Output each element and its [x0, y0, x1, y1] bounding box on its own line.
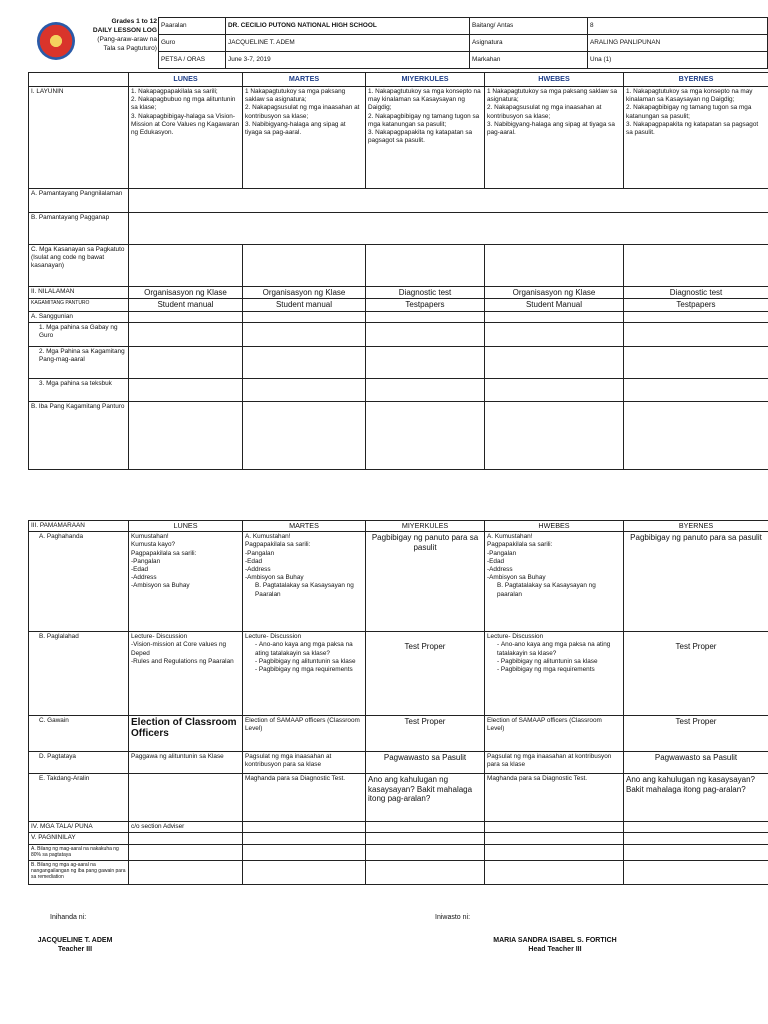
pagninilay-lunes — [129, 833, 243, 844]
tala-lunes: c/o section Adviser — [129, 822, 243, 833]
day-martes: MARTES — [243, 73, 366, 87]
teksbuk-hwebes — [485, 379, 624, 402]
gabay-miyerkules — [366, 323, 485, 347]
pagtataya-hwebes: Pagsulat ng mga inaasahan at kontribusyon para sa klase — [485, 752, 624, 774]
kagamitang-mag-aaral-label: 2. Mga Pahina sa Kagamitang Pang-mag-aaral — [29, 347, 129, 379]
paglalahad-martes-item1-text: Ano-ano kaya ang mga paksa na ating tatalakayin sa klase? — [255, 641, 353, 657]
title-line3: (Pang-araw-araw na — [97, 36, 157, 43]
gabay-martes — [243, 323, 366, 347]
tala-martes — [243, 822, 366, 833]
pagtataya-byernes: Pagwawasto sa Pasulit — [624, 752, 768, 774]
takdang-aralin-miyerkules: Ano ang kahulugan ng kasaysayan? Bakit mahalaga itong pag-aralan? — [366, 774, 485, 822]
gawain-hwebes: Election of SAMAAP officers (Classroom Level) — [485, 716, 624, 752]
iba-miyerkules — [366, 402, 485, 470]
day-byernes: BYERNES — [624, 73, 768, 87]
pagtataya-lunes: Paggawa ng alituntunin sa Klase — [129, 752, 243, 774]
kagamitang-martes — [243, 347, 366, 379]
layunin-hwebes: 1 Nakapagtutukoy sa mga paksang saklaw sa asignatura; 2. Nakapagsusulat ng mga inaasahan at kontribusyon sa klase; 3. Nabibigyang-halaga ang sipag at tiyaga sa pag-aaral. — [485, 87, 624, 189]
title-line2: DAILY LESSON LOG — [92, 27, 157, 34]
pamantayang-pagganap-cell — [129, 213, 768, 245]
layunin-miyerkules: 1. Nakapagtutukoy sa mga konsepto na may kinalaman sa Kasaysayan ng Daigdig; 2. Nakapagbibigay ng tamang tugon sa mga katanungan sa pasulit; 3. Nakapagpapakita ng katapatan sa pagsagot sa pasulit. — [366, 87, 485, 189]
gawain-miyerkules: Test Proper — [366, 716, 485, 752]
layunin-label: I. LAYUNIN — [29, 87, 129, 189]
paglalahad-hwebes-item1: - Ano-ano kaya ang mga paksa na ating tatalakayin sa klase? — [497, 641, 611, 657]
day-lunes: LUNES — [129, 73, 243, 87]
subject-label: Asignatura — [470, 35, 588, 52]
blank-corner — [29, 73, 129, 87]
gawain-byernes: Test Proper — [624, 716, 768, 752]
title-line4: Tala sa Pagtuturo) — [103, 45, 157, 52]
kasanayan-hwebes — [485, 245, 624, 287]
lesson-table-2 — [28, 520, 768, 885]
paglalahad-lunes: Lecture- Discussion -Vision-mission at Core values ng Deped -Rules and Regulations ng Paaralan — [129, 632, 243, 716]
kasanayan-lunes — [129, 245, 243, 287]
paghahanda-miyerkules: Pagbibigay ng panuto para sa pasulit — [366, 532, 485, 632]
school-value: DR. CECILIO PUTONG NATIONAL HIGH SCHOOL — [226, 18, 470, 35]
iba-byernes — [624, 402, 768, 470]
paglalahad-hwebes-item3: - Pagbibigay ng mga requirements — [497, 666, 595, 674]
paghahanda-label: A. Paghahanda — [29, 532, 129, 632]
gawain-lunes: Election of Classroom Officers — [129, 716, 243, 752]
pn-a-hwebes — [485, 844, 624, 860]
takdang-aralin-byernes: Ano ang kahulugan ng kasaysayan? Bakit mahalaga itong pag-aralan? — [624, 774, 768, 822]
gabay-lunes — [129, 323, 243, 347]
teksbuk-label: 3. Mga pahina sa teksbuk — [29, 379, 129, 402]
kagamitan-hwebes: Student Manual — [485, 299, 624, 311]
kagamitang-miyerkules — [366, 347, 485, 379]
checked-name: MARIA SANDRA ISABEL S. FORTICH — [493, 937, 617, 944]
tala-miyerkules — [366, 822, 485, 833]
nilalaman-miyerkules: Diagnostic test — [366, 287, 485, 299]
checked-title: Head Teacher III — [528, 946, 582, 953]
paglalahad-label: B. Paglalahad — [29, 632, 129, 716]
iba-martes — [243, 402, 366, 470]
tala-byernes — [624, 822, 768, 833]
paglalahad-martes-item3-text: Pagbibigay ng mga requirements — [258, 666, 353, 674]
takdang-aralin-hwebes: Maghanda para sa Diagnostic Test. — [485, 774, 624, 822]
day2-hwebes: HWEBES — [485, 521, 624, 532]
pagninilay-byernes — [624, 833, 768, 844]
sanggunian-label: A. Sanggunian — [29, 311, 129, 322]
teksbuk-byernes — [624, 379, 768, 402]
iba-pang-kagamitan-label: B. Iba Pang Kagamitang Panturo — [29, 402, 129, 470]
teksbuk-martes — [243, 379, 366, 402]
kagamitan-martes: Student manual — [243, 299, 366, 311]
iba-lunes — [129, 402, 243, 470]
teacher-label: Guro — [159, 35, 226, 52]
title-line1: Grades 1 to 12 — [111, 18, 157, 25]
layunin-lunes: 1. Nakapagpapakilala sa sarili; 2. Nakapagbubuo ng mga alituntunin sa klase; 3. Nakapagbibigay-halaga sa Vision- Mission at Core Values ng Kagawaran ng Edukasyon. — [129, 87, 243, 189]
paglalahad-martes-item3: - Pagbibigay ng mga requirements — [255, 666, 353, 674]
pn-a-byernes — [624, 844, 768, 860]
paglalahad-martes — [243, 632, 366, 716]
paglalahad-hwebes-item2-text: Pagbibigay ng alituntunin sa klase — [500, 657, 598, 665]
paglalahad-hwebes-item1-text: Ano-ano kaya ang mga paksa na ating tatalakayin sa klase? — [497, 641, 611, 657]
paglalahad-martes-item1: - Ano-ano kaya ang mga paksa na ating tatalakayin sa klase? — [255, 641, 353, 657]
kagamitan-miyerkules: Testpapers — [366, 299, 485, 311]
date-value: June 3-7, 2019 — [226, 52, 470, 69]
day-hwebes: HWEBES — [485, 73, 624, 87]
kasanayan-note: (Isulat ang code ng bawat kasanayan) — [31, 254, 105, 270]
pagninilay-miyerkules — [366, 833, 485, 844]
header-info-table — [158, 17, 768, 69]
pagninilay-a-label: A. Bilang ng mag-aaral na nakakuha ng 80% sa pagtataya — [29, 844, 129, 860]
day2-miyerkules: MIYERKULES — [366, 521, 485, 532]
paglalahad-hwebes — [485, 632, 624, 716]
pagninilay-label: V. PAGNINILAY — [29, 833, 129, 844]
pn-b-byernes — [624, 860, 768, 884]
gawain-label: C. Gawain — [29, 716, 129, 752]
kagamitang-hwebes — [485, 347, 624, 379]
day-miyerkules: MIYERKULES — [366, 73, 485, 87]
day2-lunes: LUNES — [129, 521, 243, 532]
nilalaman-lunes: Organisasyon ng Klase — [129, 287, 243, 299]
pn-b-hwebes — [485, 860, 624, 884]
pagninilay-martes — [243, 833, 366, 844]
paglalahad-miyerkules: Test Proper — [366, 632, 485, 716]
paglalahad-martes-item2: - Pagbibigay ng alituntunin sa klase — [255, 657, 356, 665]
gabay-guro-label: 1. Mga pahina sa Gabay ng Guro — [29, 323, 129, 347]
kagamitang-byernes — [624, 347, 768, 379]
sanggunian-byernes — [624, 311, 768, 322]
takdang-aralin-label: E. Takdang-Aralin — [29, 774, 129, 822]
paghahanda-lunes: Kumustahan! Kumusta kayo? Pagpapakilala sa sarili: -Pangalan -Edad -Address -Ambisyon sa Buhay — [129, 532, 243, 632]
nilalaman-hwebes: Organisasyon ng Klase — [485, 287, 624, 299]
prepared-title: Teacher III — [57, 946, 93, 953]
nilalaman-martes: Organisasyon ng Klase — [243, 287, 366, 299]
takdang-aralin-martes: Maghanda para sa Diagnostic Test. — [243, 774, 366, 822]
paglalahad-hwebes-title: Lecture- Discussion — [487, 633, 544, 641]
quarter-label: Markahan — [470, 52, 588, 69]
tala-hwebes — [485, 822, 624, 833]
prepared-signature — [30, 936, 120, 954]
kagamitan-label: KAGAMITANG PANTURO — [29, 299, 129, 311]
nilalaman-label: II. NILALAMAN — [29, 287, 129, 299]
pn-b-lunes — [129, 860, 243, 884]
iba-hwebes — [485, 402, 624, 470]
prepared-name: JACQUELINE T. ADEM — [37, 937, 113, 944]
lesson-table-1 — [28, 72, 768, 470]
paghahanda-hwebes-a: A. Kumustahan! Pagpapakilala sa sarili: -Pangalan -Edad -Address -Ambisyon sa Buhay — [487, 533, 553, 582]
paghahanda-hwebes — [485, 532, 624, 632]
pagninilay-hwebes — [485, 833, 624, 844]
layunin-byernes: 1. Nakapagtutukoy sa mga konsepto na may kinalaman sa Kasaysayan ng Daigdig; 2. Nakapagbibigay ng tamang tugon sa mga katanungan sa pasulit; 3. Nakapagpapakita ng katapatan sa pagsagot sa pasulit. — [624, 87, 768, 189]
sanggunian-miyerkules — [366, 311, 485, 322]
teacher-value: JACQUELINE T. ADEM — [226, 35, 470, 52]
nilalaman-byernes: Diagnostic test — [624, 287, 768, 299]
pn-b-miyerkules — [366, 860, 485, 884]
teksbuk-miyerkules — [366, 379, 485, 402]
pagtataya-martes: Pagsulat ng mga inaasahan at kontribusyon para sa klase — [243, 752, 366, 774]
gabay-hwebes — [485, 323, 624, 347]
paglalahad-byernes: Test Proper — [624, 632, 768, 716]
sanggunian-martes — [243, 311, 366, 322]
paglalahad-martes-title: Lecture- Discussion — [245, 633, 302, 641]
school-label: Paaralan — [159, 18, 226, 35]
grade-label: Baitang/ Antas — [470, 18, 588, 35]
paghahanda-martes-b: B. Pagtatalakay sa Kasaysayan ng Paaralan — [255, 582, 354, 598]
pn-b-martes — [243, 860, 366, 884]
pamantayang-pagganap-label: B. Pamantayang Pagganap — [29, 213, 129, 245]
kasanayan-miyerkules — [366, 245, 485, 287]
date-label: PETSA / ORAS — [159, 52, 226, 69]
paghahanda-martes-a: A. Kumustahan! Pagpapakilala sa sarili: -Pangalan -Edad -Address -Ambisyon sa Buhay — [245, 533, 311, 582]
kagamitan-lunes: Student manual — [129, 299, 243, 311]
kagamitang-lunes — [129, 347, 243, 379]
pamantayang-pangnilalaman-label: A. Pamantayang Pangnilalaman — [29, 189, 129, 213]
kagamitan-byernes: Testpapers — [624, 299, 768, 311]
paghahanda-martes — [243, 532, 366, 632]
pn-a-miyerkules — [366, 844, 485, 860]
prepared-label: Inihanda ni: — [50, 914, 87, 921]
gabay-byernes — [624, 323, 768, 347]
pn-a-martes — [243, 844, 366, 860]
day2-byernes: BYERNES — [624, 521, 768, 532]
paghahanda-hwebes-b: B. Pagtatalakay sa Kasaysayan ng paaralan — [497, 582, 596, 598]
school-logo — [37, 22, 75, 60]
teksbuk-lunes — [129, 379, 243, 402]
pagtataya-miyerkules: Pagwawasto sa Pasulit — [366, 752, 485, 774]
kasanayan-byernes — [624, 245, 768, 287]
quarter-value: Una (1) — [588, 52, 768, 69]
takdang-aralin-lunes — [129, 774, 243, 822]
paghahanda-byernes: Pagbibigay ng panuto para sa pasulit — [624, 532, 768, 632]
gawain-martes: Election of SAMAAP officers (Classroom Level) — [243, 716, 366, 752]
kasanayan-martes — [243, 245, 366, 287]
pagtataya-label: D. Pagtataya — [29, 752, 129, 774]
paglalahad-hwebes-item3-text: Pagbibigay ng mga requirements — [500, 666, 595, 674]
tala-label: IV. MGA TALA/ PUNA — [29, 822, 129, 833]
paglalahad-hwebes-item2: - Pagbibigay ng alituntunin sa klase — [497, 657, 598, 665]
day2-martes: MARTES — [243, 521, 366, 532]
layunin-martes: 1 Nakapagtutukoy sa mga paksang saklaw sa asignatura; 2. Nakapagsusulat ng mga inaasahan at kontribusyon sa klase; 3. Nabibigyang-halaga ang sipag at tiyaga sa pag-aaral. — [243, 87, 366, 189]
subject-value: ARALING PANLIPUNAN — [588, 35, 768, 52]
checked-signature — [475, 936, 635, 954]
pamamaraan-label: III. PAMAMARAAN — [29, 521, 129, 532]
pagninilay-b-label: B. Bilang ng mga ag-aaral na nangangailangan ng iba pang gawain para sa remediation — [29, 860, 129, 884]
pn-a-lunes — [129, 844, 243, 860]
sanggunian-lunes — [129, 311, 243, 322]
kasanayan-label — [29, 245, 129, 287]
paglalahad-martes-item2-text: Pagbibigay ng alituntunin sa klase — [258, 657, 356, 665]
dll-title — [78, 17, 157, 53]
pamantayang-pangnilalaman-cell — [129, 189, 768, 213]
checked-label: Iniwasto ni: — [435, 914, 471, 921]
sanggunian-hwebes — [485, 311, 624, 322]
grade-value: 8 — [588, 18, 768, 35]
kasanayan-title: C. Mga Kasanayan sa Pagkatuto — [31, 246, 125, 253]
